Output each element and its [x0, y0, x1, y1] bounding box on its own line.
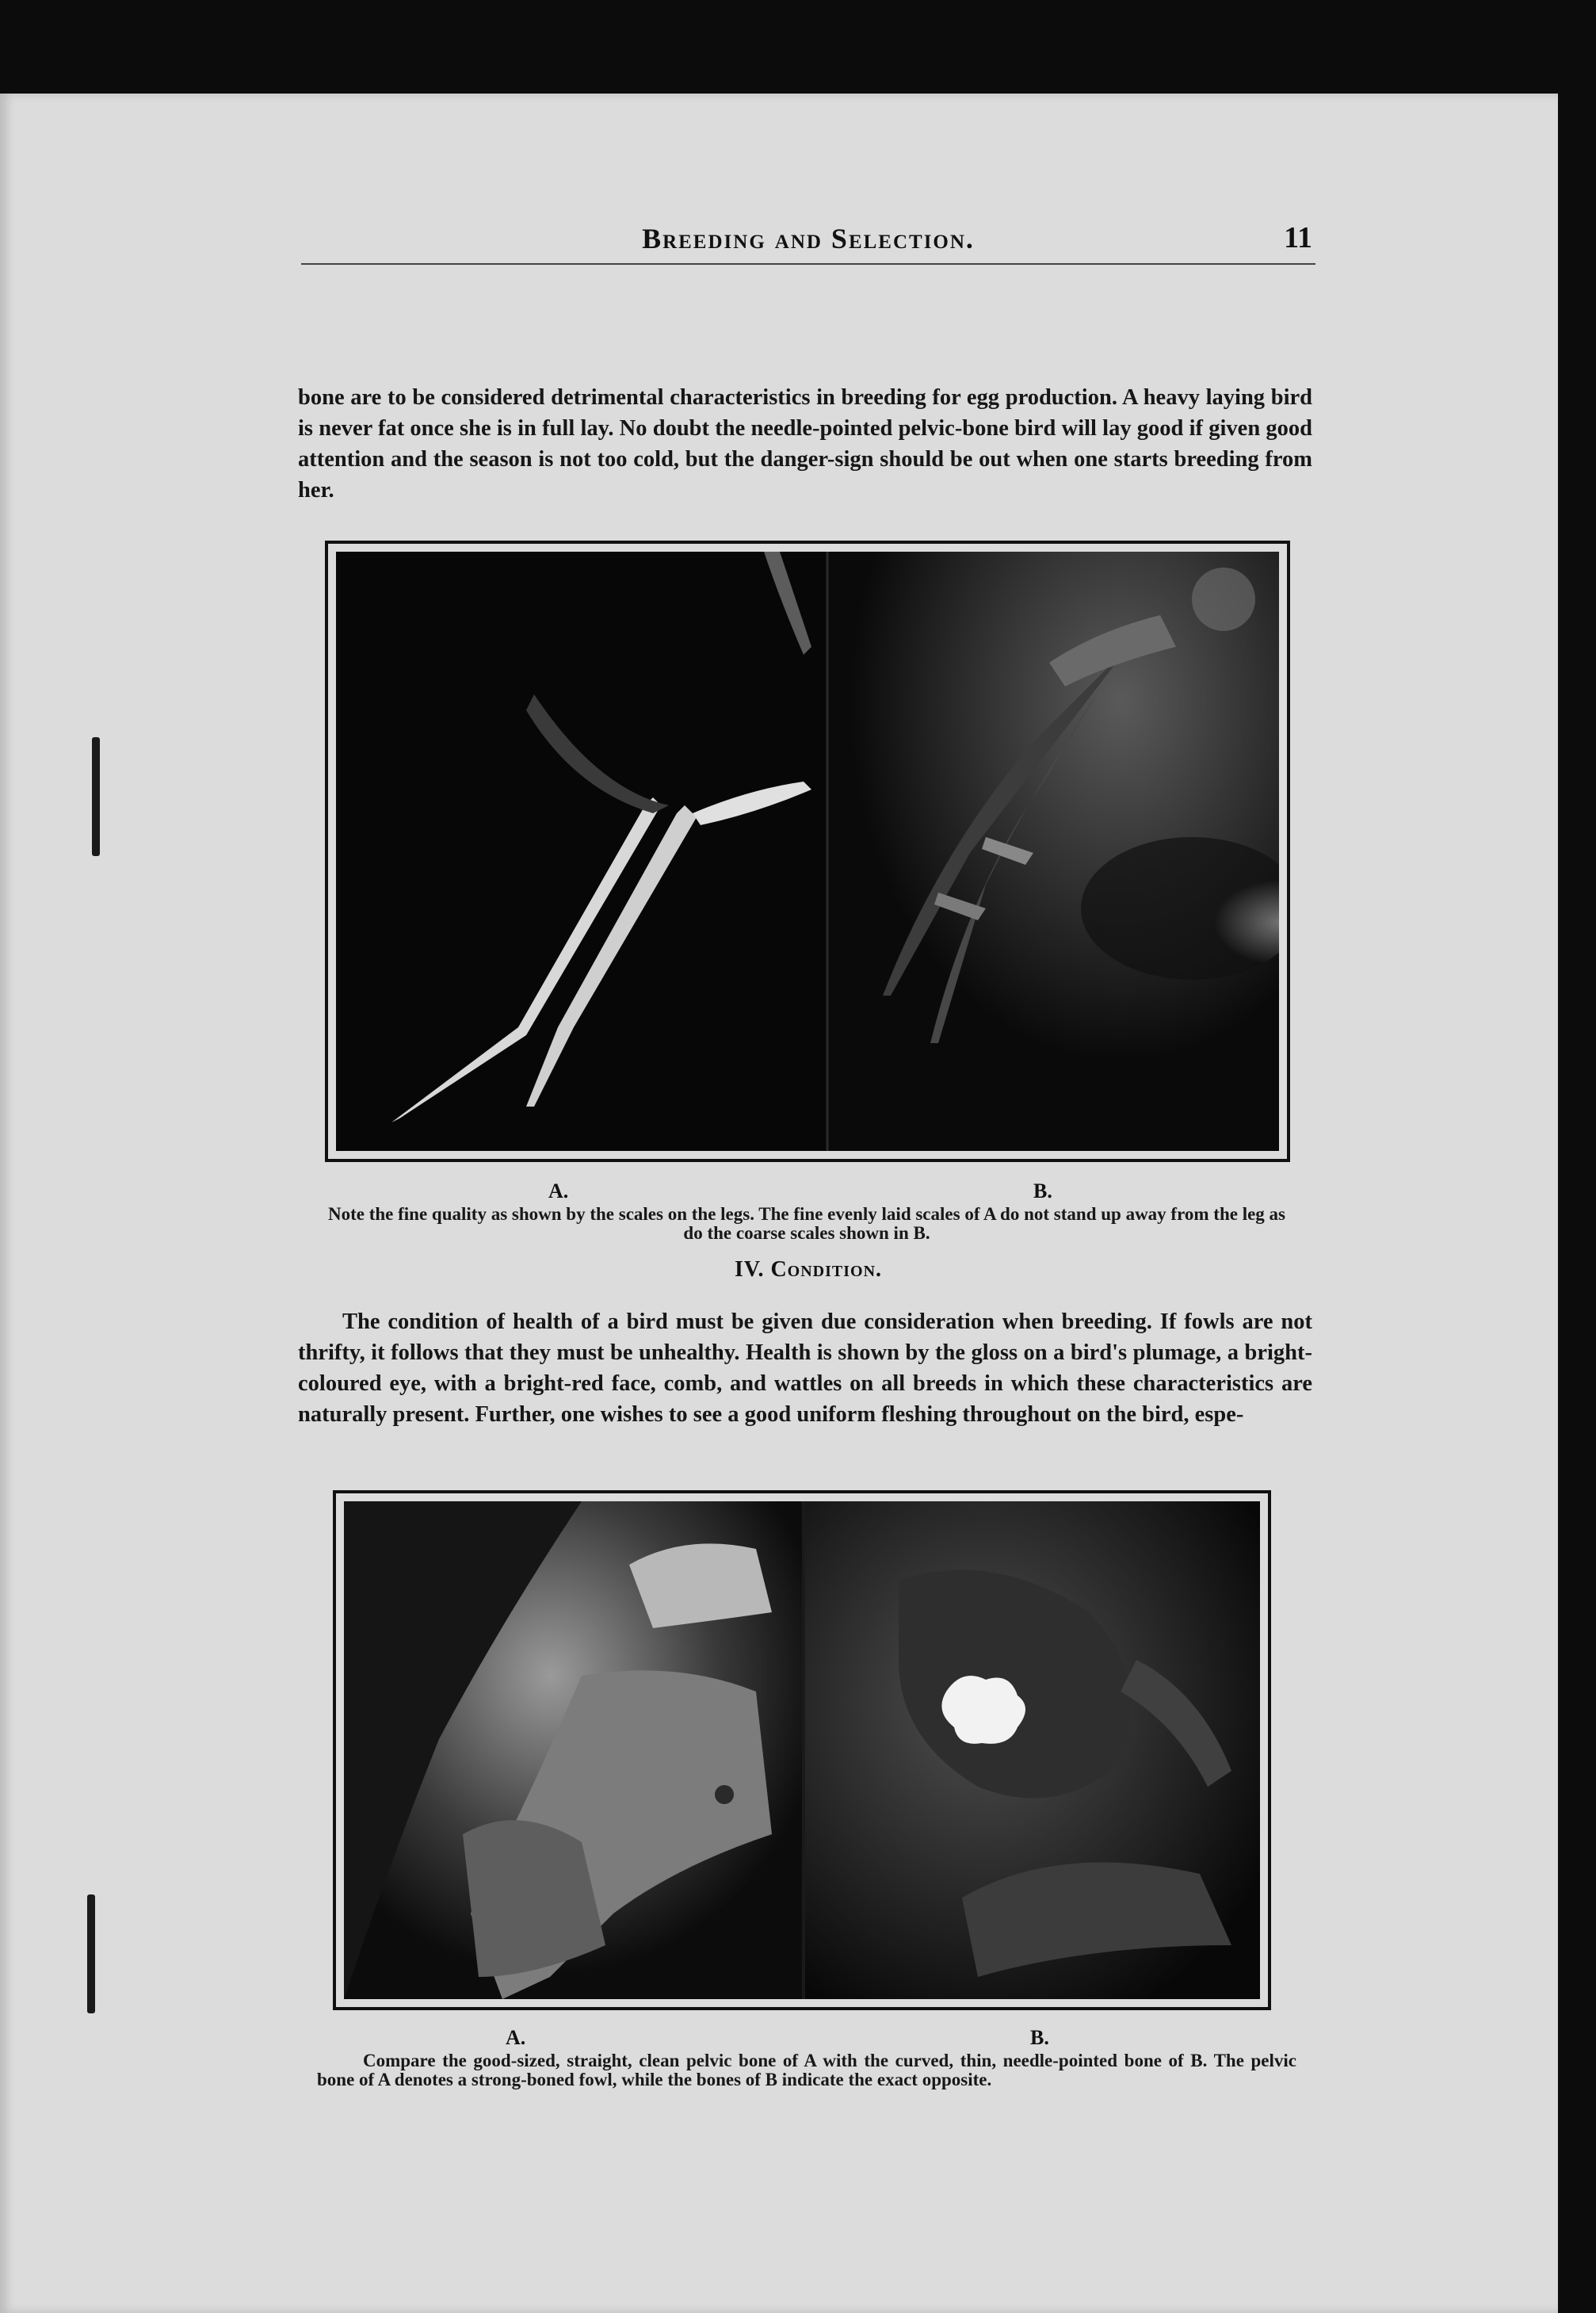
figure-1-label-b: B. — [1033, 1179, 1052, 1202]
figure-1-caption: Note the fine quality as shown by the scales on the legs. The fine evenly laid scales of A do not stand up away from the leg as do the coarse scales shown in B. — [328, 1204, 1285, 1243]
binding-mark-bottom — [87, 1894, 95, 2013]
paragraph-opening: bone are to be considered detrimental characteristics in breeding for egg production. A heavy laying bird is never fat once she is in full lay. No doubt the needle-pointed pelvic-bone bird will lay good if given good attention and the season is not too cold, but the danger-sign should be out when one starts breeding from her. — [298, 385, 1312, 503]
running-head-title: Breeding and Selection. — [642, 223, 975, 254]
figure-2-label-a: A. — [506, 2026, 526, 2049]
figure-1-label-a: A. — [548, 1179, 569, 1202]
figure-pelvic-photo — [333, 1490, 1271, 2010]
figure-legs-image — [336, 552, 1279, 1151]
figure-legs-photo — [325, 541, 1290, 1162]
running-head — [301, 212, 1315, 265]
page-number: 11 — [1284, 221, 1312, 254]
figure-2-label-b: B. — [1030, 2026, 1049, 2049]
legs-photo-svg — [336, 552, 1279, 1151]
figure-pelvic-image — [344, 1501, 1260, 1999]
figure-2-caption: Compare the good-sized, straight, clean pelvic bone of A with the curved, thin, needle-pointed bone of B. The pelvic bone of A denotes a strong-boned fowl, while the bones of B indicate the exact opposite. — [317, 2051, 1296, 2089]
paragraph-condition: The condition of health of a bird must be given due consideration when breeding. If fowls are not thrifty, it follows that they must be unhealthy. Health is shown by the gloss on a bird's plumage, a bright-coloured eye, with a bright-red face, comb, and wattles on all breeds in which these characteristics are naturally present. Further, one wishes to see a good uniform fleshing throughout on the bird, espe- — [298, 1309, 1312, 1427]
pelvic-photo-svg — [344, 1501, 1260, 1999]
section-heading: IV. Condition. — [734, 1257, 883, 1282]
binding-mark-top — [92, 737, 100, 856]
